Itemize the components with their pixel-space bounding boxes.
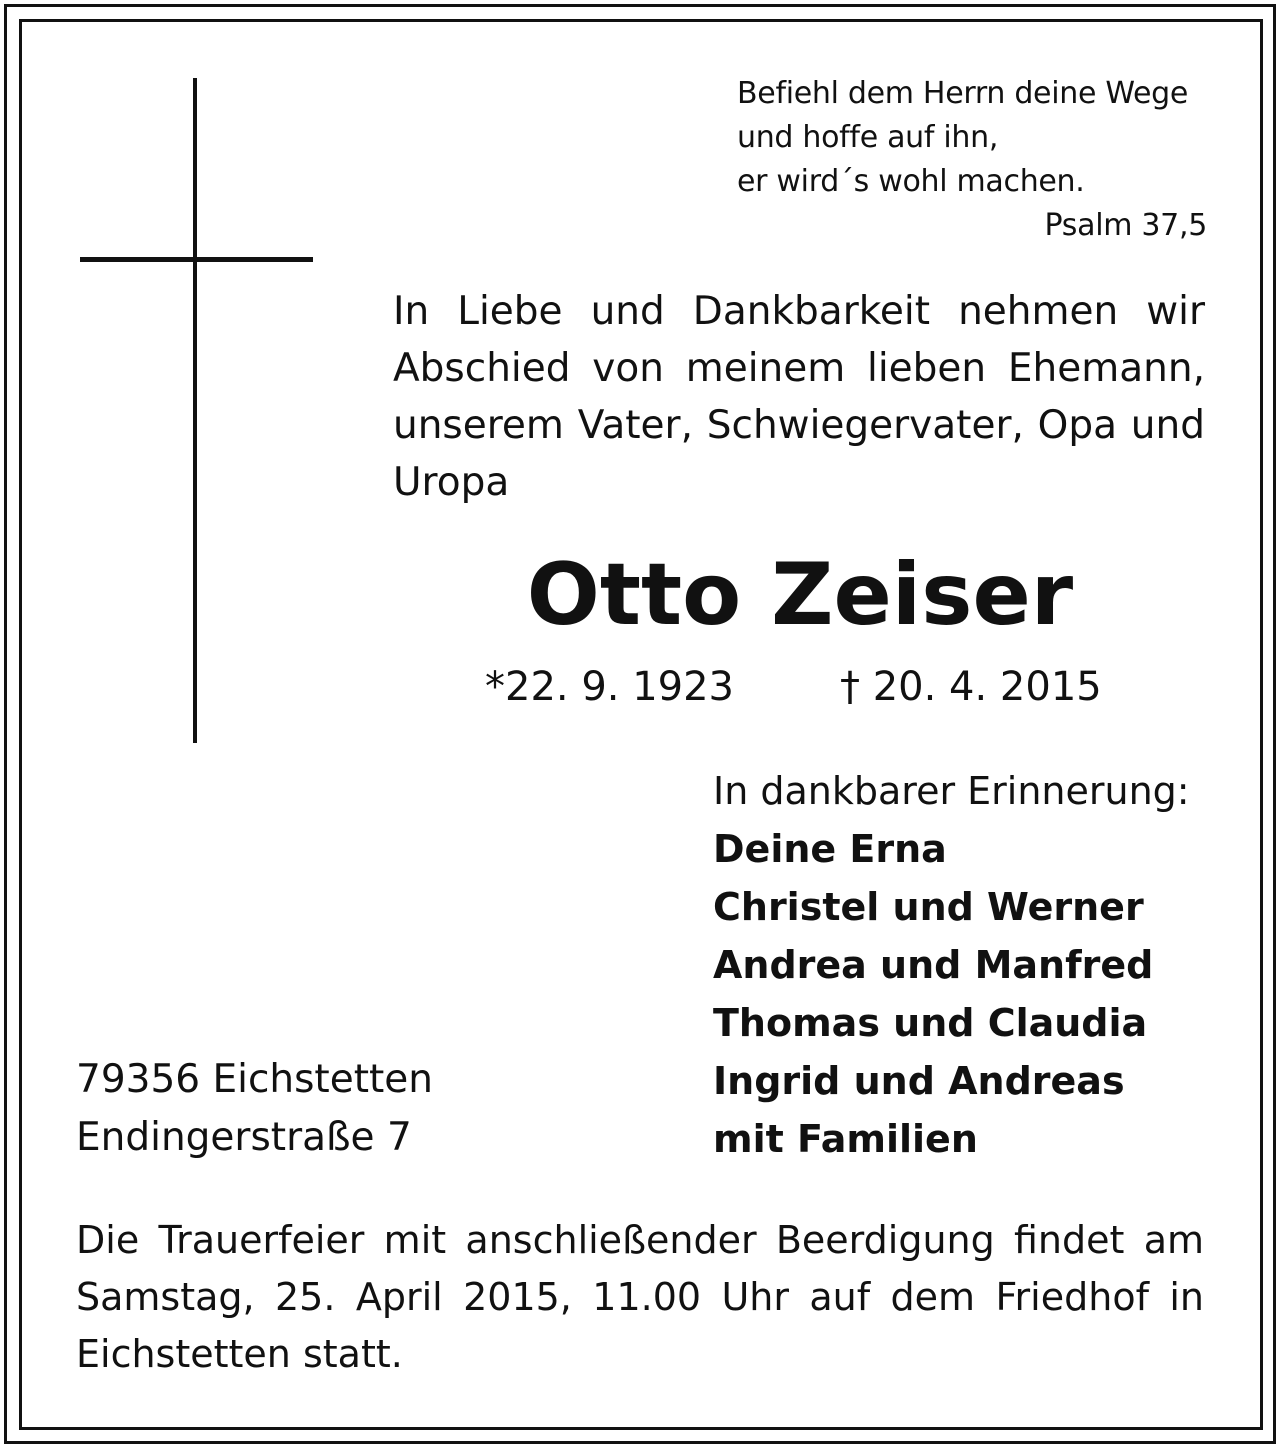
mourner-name: Deine Erna xyxy=(713,827,947,871)
mourner-name: Ingrid und Andreas xyxy=(713,1059,1125,1103)
birth-date: *22. 9. 1923 xyxy=(485,664,735,710)
mourner-name: Andrea und Manfred xyxy=(713,943,1154,987)
bible-verse xyxy=(737,72,1207,248)
mourner-name: Christel und Werner xyxy=(713,885,1144,929)
verse-reference: Psalm 37,5 xyxy=(1044,208,1207,243)
mourner-name: Thomas und Claudia xyxy=(713,1001,1148,1045)
address-city: 79356 Eichstetten xyxy=(76,1057,433,1102)
mourners-list xyxy=(713,762,1203,1168)
verse-line: er wird´s wohl machen. xyxy=(737,164,1085,199)
address-street: Endingerstraße 7 xyxy=(76,1115,412,1160)
verse-line: Befiehl dem Herrn deine Wege xyxy=(737,76,1189,111)
death-date: † 20. 4. 2015 xyxy=(840,664,1102,710)
mourners-heading: In dankbarer Erinnerung: xyxy=(713,769,1190,813)
address xyxy=(76,1051,433,1167)
intro-text: In Liebe und Dankbarkeit nehmen wir Abschied von meinem lieben Ehemann, unserem Vater, Schwiegervater, Opa und Uropa xyxy=(393,289,1205,505)
deceased-name: Otto Zeiser xyxy=(526,545,1074,645)
mourner-name: mit Familien xyxy=(713,1117,978,1161)
verse-line: und hoffe auf ihn, xyxy=(737,120,999,155)
cross-icon-horizontal xyxy=(80,257,313,262)
cross-icon-vertical xyxy=(193,78,197,743)
funeral-notice: Die Trauerfeier mit anschließender Beerdigung findet am Samstag, 25. April 2015, 11.00 Uhr auf dem Friedhof in Eichstetten statt. xyxy=(76,1218,1204,1376)
